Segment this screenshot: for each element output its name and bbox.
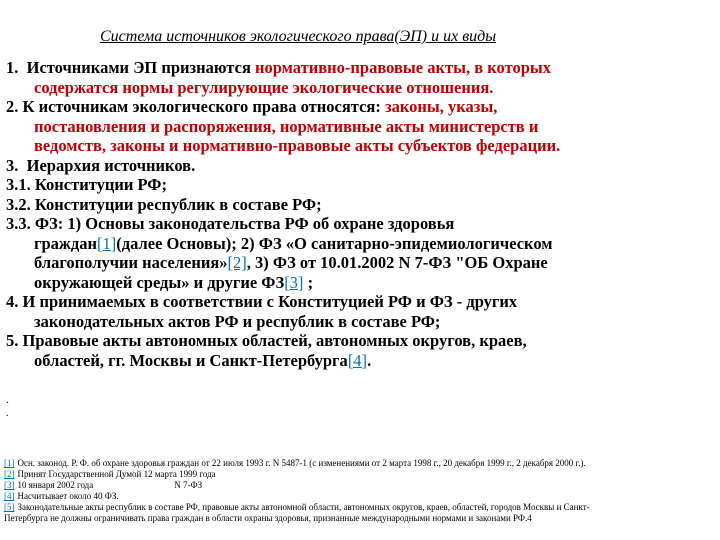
item-highlight-continued: содержатся нормы регулирующие экологические отношения.	[34, 77, 494, 97]
footnote-5-continued: Петербурга не должны ограничивать права граждан в области охраны здоровья, признанные международными нормами и законами РФ.4	[4, 513, 532, 523]
footnote-2	[4, 469, 716, 480]
footnote-link-2[interactable]: [2]	[227, 253, 247, 272]
item-text: ;	[303, 272, 314, 292]
list-item-5	[6, 331, 706, 370]
item-text: 5. Правовые акты автономных областей, автономных округов, краев,	[6, 331, 527, 350]
item-highlight-continued: ведомств, законы и нормативно-правовые акты субъектов федерации.	[34, 136, 561, 155]
list-item-3-1: 3.1. Конституции РФ;	[6, 175, 167, 194]
list-item-3	[6, 156, 706, 176]
item-text-continued	[6, 253, 706, 273]
list-item-3-3	[6, 214, 706, 292]
footnote-text: Осн. законод. Р. Ф. об охране здоровья граждан от 22 июля 1993 г. N 5487-1 (с изменениями от 2 марта 1998 г., 20 декабря 1999 г., 2 декабря 2000 г.).	[17, 458, 586, 468]
item-text: (далее Основы); 2) ФЗ «О санитарно-эпидемиологическом	[116, 233, 553, 253]
item-highlight: законы, указы,	[384, 97, 498, 116]
footnote-ref[interactable]: [3]	[4, 480, 15, 490]
item-number: 1.	[6, 58, 19, 77]
footnote-link-3[interactable]: [3]	[284, 272, 304, 292]
list-item-3-2: 3.2. Конституции республик в составе РФ;	[6, 194, 322, 214]
item-highlight: нормативно-правовые акты, в которых	[255, 58, 552, 77]
item-text-continued	[6, 234, 706, 254]
item-number: 2.	[6, 97, 19, 116]
footnote-ref[interactable]: [2]	[4, 469, 15, 479]
item-text: Источниками ЭП признаются	[26, 58, 255, 77]
item-number: 3.	[6, 155, 19, 175]
footnote-ref[interactable]: [5]	[4, 502, 15, 512]
item-text: , 3) ФЗ от 10.01.2002 N 7-ФЗ "ОБ Охране	[246, 253, 548, 272]
list-item-4	[6, 292, 706, 331]
footnote-link-4[interactable]: [4]	[347, 350, 368, 370]
item-text-continued	[6, 273, 706, 293]
footnote-ref[interactable]: [1]	[4, 458, 15, 468]
footnote-5	[4, 502, 716, 513]
bullet-mark: .	[6, 408, 9, 419]
footnotes	[4, 458, 716, 524]
item-text: граждан	[34, 233, 97, 253]
item-text: областей, гг. Москвы и Санкт-Петербурга	[34, 350, 348, 370]
footnote-4	[4, 491, 716, 502]
list-item-1	[6, 58, 706, 97]
list-item-2	[6, 97, 706, 156]
item-text: К источникам экологического права относятся:	[22, 97, 385, 116]
item-text: благополучии населения»	[34, 253, 228, 272]
footnote-text: Принят Государственной Думой 12 марта 1999 года	[17, 469, 216, 479]
item-text: 4. И принимаемых в соответствии с Конституцией РФ и ФЗ - других	[6, 292, 518, 311]
sources-list	[6, 58, 706, 370]
footnote-1	[4, 458, 716, 469]
footnote-ref[interactable]: [4]	[4, 491, 15, 501]
footnote-link-1[interactable]: [1]	[97, 233, 117, 253]
item-text-continued	[6, 351, 706, 371]
item-highlight-continued: постановления и распоряжения, нормативные акты министерств и	[34, 116, 539, 136]
item-text: 3.3. ФЗ: 1) Основы законодательства РФ об охране здоровья	[6, 214, 455, 233]
page-title: Система источников экологического права(ЭП) и их виды	[100, 28, 497, 45]
footnote-3	[4, 480, 716, 491]
bullet-mark: .	[6, 392, 9, 406]
footnote-text: 10 января 2002 года N 7-ФЗ	[17, 480, 203, 490]
item-text: окружающей среды» и другие ФЗ	[34, 272, 285, 292]
footnote-text: Законодательные акты республик в составе РФ, правовые акты автономной области, автономных округов, краев, областей, городов Москвы и Санкт-	[17, 502, 590, 512]
item-text: Иерархия источников.	[26, 155, 196, 175]
item-text-continued: законодательных актов РФ и республик в составе РФ;	[34, 311, 441, 331]
item-text: .	[367, 350, 372, 370]
footnote-text: Насчитывает около 40 ФЗ.	[17, 491, 119, 501]
